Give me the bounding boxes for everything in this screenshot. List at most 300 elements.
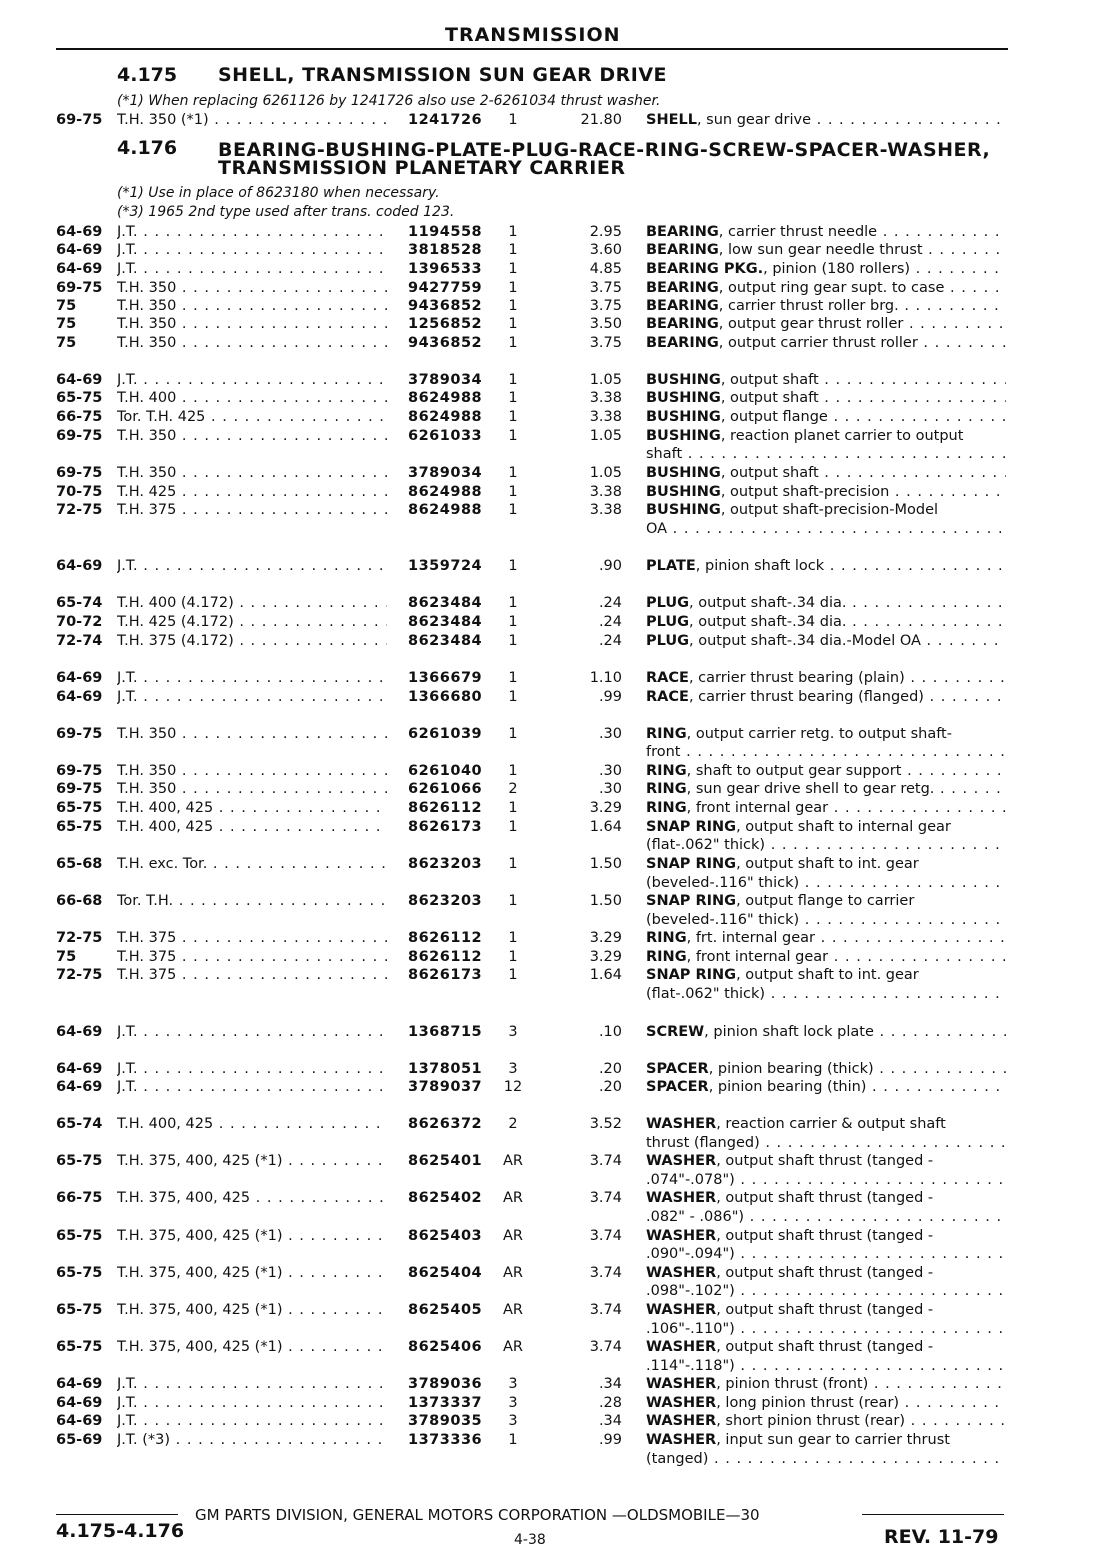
row-part-number: 1368715 xyxy=(408,1024,483,1040)
row-model: Tor. T.H. . . . xyxy=(117,893,387,909)
row-description xyxy=(646,1321,1006,1337)
row-description xyxy=(646,446,1006,462)
row-part-name: WASHER xyxy=(646,1413,717,1429)
row-part-number: 8623484 xyxy=(408,614,483,630)
row-years: 72-75 xyxy=(56,967,103,983)
row-quantity: 1 xyxy=(508,428,518,444)
row-part-number: 3818528 xyxy=(408,242,483,258)
row-price: .99 xyxy=(598,1432,622,1448)
row-price: 1.05 xyxy=(589,428,622,444)
row-description xyxy=(646,298,1006,314)
table-row xyxy=(0,1116,1105,1134)
row-description xyxy=(646,875,1006,891)
row-price: 1.64 xyxy=(589,819,622,835)
row-years: 64-69 xyxy=(56,1061,103,1077)
row-description-text: , output shaft to int. gear xyxy=(736,967,919,983)
row-quantity: 3 xyxy=(508,1024,518,1040)
table-row xyxy=(0,390,1105,408)
row-description xyxy=(646,726,1006,742)
row-description-text: , output shaft thrust (tanged - xyxy=(716,1153,934,1169)
row-part-name: RING xyxy=(646,930,687,946)
row-part-name: SNAP RING xyxy=(646,893,737,909)
row-quantity: 1 xyxy=(508,390,518,406)
table-row xyxy=(0,372,1105,390)
row-description xyxy=(646,1432,1006,1448)
table-row xyxy=(0,1135,1105,1153)
row-model: T.H. 375 . . . xyxy=(117,930,387,946)
row-part-number: 9436852 xyxy=(408,335,483,351)
table-row xyxy=(0,800,1105,818)
row-years: 64-69 xyxy=(56,242,103,258)
row-description-text: , output shaft-.34 dia. xyxy=(689,595,847,611)
row-part-number: 1359724 xyxy=(408,558,483,574)
row-part-number: 8624988 xyxy=(408,409,483,425)
row-description xyxy=(646,1265,1006,1281)
row-part-name: BUSHING xyxy=(646,484,721,500)
section-note: (*1) Use in place of 8623180 when necessary. xyxy=(117,185,440,201)
row-model: T.H. 350 . . . xyxy=(117,781,387,797)
row-part-number: 1256852 xyxy=(408,316,483,332)
row-quantity: AR xyxy=(503,1153,523,1169)
row-description xyxy=(646,1228,1006,1244)
row-description xyxy=(646,1172,1006,1188)
row-description-text: , pinion shaft lock xyxy=(695,558,825,574)
row-description xyxy=(646,986,1006,1002)
row-part-name: SNAP RING xyxy=(646,856,737,872)
row-description-text: , output carrier retg. to output shaft- xyxy=(686,726,952,742)
row-years: 65-75 xyxy=(56,1265,103,1281)
row-price: 3.38 xyxy=(589,409,622,425)
row-part-name: RING xyxy=(646,781,687,797)
row-model: T.H. 425 . . . xyxy=(117,484,387,500)
row-description-text: , reaction planet carrier to output xyxy=(720,428,964,444)
row-description xyxy=(646,280,1006,296)
row-part-name: BUSHING xyxy=(646,502,721,518)
row-description-text: , pinion shaft lock plate xyxy=(704,1024,874,1040)
row-quantity: AR xyxy=(503,1265,523,1281)
row-price: .99 xyxy=(598,689,622,705)
row-description-text: , shaft to output gear support xyxy=(686,763,902,779)
row-description xyxy=(646,335,1006,351)
row-quantity: 1 xyxy=(508,614,518,630)
row-part-name: WASHER xyxy=(646,1228,717,1244)
row-description xyxy=(646,614,1006,630)
section-title-4-176-line1: BEARING-BUSHING-PLATE-PLUG-RACE-RING-SCREW-SPACER-WASHER, xyxy=(218,139,991,161)
row-description-text: , output flange to carrier xyxy=(736,893,915,909)
row-part-name: RING xyxy=(646,763,687,779)
table-row xyxy=(0,763,1105,781)
row-part-name: BUSHING xyxy=(646,390,721,406)
row-description xyxy=(646,949,1006,965)
row-description xyxy=(646,1358,1006,1374)
row-years: 65-75 xyxy=(56,1228,103,1244)
row-price: 3.60 xyxy=(589,242,622,258)
row-price: .34 xyxy=(598,1413,622,1429)
row-years: 64-69 xyxy=(56,372,103,388)
row-description xyxy=(646,224,1006,240)
row-price: 2.95 xyxy=(589,224,622,240)
row-part-number: 8624988 xyxy=(408,484,483,500)
row-description-text: front xyxy=(646,744,681,760)
row-description-text: .082" - .086") xyxy=(646,1209,745,1225)
row-part-number: 6261033 xyxy=(408,428,483,444)
row-quantity: 2 xyxy=(508,1116,518,1132)
row-years: 72-75 xyxy=(56,502,103,518)
row-price: 1.05 xyxy=(589,465,622,481)
row-description-text: (flat-.062" thick) xyxy=(646,986,766,1002)
row-description-text: , front internal gear xyxy=(686,800,829,816)
row-years: 64-69 xyxy=(56,261,103,277)
row-years: 75 xyxy=(56,949,77,965)
row-quantity: 1 xyxy=(508,224,518,240)
table-row xyxy=(0,1283,1105,1301)
row-part-number: 9436852 xyxy=(408,298,483,314)
row-description-text: , output shaft thrust (tanged - xyxy=(716,1228,934,1244)
footer-rule-left xyxy=(56,1514,178,1515)
row-description xyxy=(646,1283,1006,1299)
table-row xyxy=(0,856,1105,874)
row-description xyxy=(646,819,1006,835)
row-description-text: , carrier thrust bearing (flanged) xyxy=(688,689,924,705)
header-rule xyxy=(56,48,1008,50)
row-quantity: AR xyxy=(503,1228,523,1244)
row-description-text: , output shaft to int. gear xyxy=(736,856,919,872)
row-part-name: BEARING xyxy=(646,242,719,258)
row-description xyxy=(646,502,1006,518)
row-part-name: SHELL xyxy=(646,112,697,128)
row-part-number: 8626372 xyxy=(408,1116,483,1132)
row-model: T.H. 375, 400, 425 . . . xyxy=(117,1190,387,1206)
row-description xyxy=(646,1153,1006,1169)
row-years: 65-75 xyxy=(56,1302,103,1318)
row-description xyxy=(646,390,1006,406)
table-row xyxy=(0,1413,1105,1431)
row-part-number: 8623203 xyxy=(408,856,483,872)
row-years: 66-75 xyxy=(56,409,103,425)
row-part-name: SNAP RING xyxy=(646,967,737,983)
row-part-name: WASHER xyxy=(646,1376,717,1392)
row-description xyxy=(646,1079,1006,1095)
row-part-name: PLATE xyxy=(646,558,696,574)
row-part-number: 3789034 xyxy=(408,372,483,388)
table-row xyxy=(0,986,1105,1004)
table-row xyxy=(0,484,1105,502)
row-part-name: SPACER xyxy=(646,1061,709,1077)
row-model: T.H. 375 . . . xyxy=(117,502,387,518)
row-years: 69-75 xyxy=(56,112,103,128)
row-part-number: 6261039 xyxy=(408,726,483,742)
row-description-text: , output shaft to internal gear xyxy=(736,819,951,835)
row-part-name: RING xyxy=(646,800,687,816)
row-model: T.H. 350 . . . xyxy=(117,763,387,779)
table-row xyxy=(0,224,1105,242)
row-price: 3.50 xyxy=(589,316,622,332)
table-row xyxy=(0,1376,1105,1394)
row-years: 66-68 xyxy=(56,893,103,909)
table-row xyxy=(0,1358,1105,1376)
row-description xyxy=(646,1339,1006,1355)
row-model: T.H. 375, 400, 425 (*1) . . . xyxy=(117,1339,387,1355)
table-row xyxy=(0,1228,1105,1246)
row-price: .20 xyxy=(598,1079,622,1095)
row-description-text: , front internal gear xyxy=(686,949,829,965)
table-row xyxy=(0,1061,1105,1079)
row-quantity: 1 xyxy=(508,112,518,128)
row-description-text: , sun gear drive shell to gear retg. xyxy=(686,781,935,797)
row-years: 69-75 xyxy=(56,280,103,296)
row-description xyxy=(646,763,1006,779)
table-row xyxy=(0,726,1105,744)
row-description xyxy=(646,558,1006,574)
footer-revision: REV. 11-79 xyxy=(884,1526,999,1548)
table-row xyxy=(0,1451,1105,1469)
row-description-text: , sun gear drive xyxy=(696,112,812,128)
table-row xyxy=(0,409,1105,427)
row-part-number: 8625406 xyxy=(408,1339,483,1355)
row-part-name: WASHER xyxy=(646,1153,717,1169)
row-part-name: BUSHING xyxy=(646,372,721,388)
row-description-text: , output shaft thrust (tanged - xyxy=(716,1302,934,1318)
row-model: T.H. 400, 425 . . . xyxy=(117,819,387,835)
page-title: TRANSMISSION xyxy=(445,24,621,46)
row-part-number: 3789034 xyxy=(408,465,483,481)
row-description xyxy=(646,409,1006,425)
row-part-number: 1396533 xyxy=(408,261,483,277)
table-row xyxy=(0,949,1105,967)
row-description xyxy=(646,242,1006,258)
row-quantity: 3 xyxy=(508,1395,518,1411)
row-part-name: BUSHING xyxy=(646,428,721,444)
row-part-number: 8625402 xyxy=(408,1190,483,1206)
row-years: 64-69 xyxy=(56,689,103,705)
row-years: 65-74 xyxy=(56,595,103,611)
row-description-text: , output shaft xyxy=(720,390,819,406)
row-price: .24 xyxy=(598,614,622,630)
row-model: T.H. 375 . . . xyxy=(117,967,387,983)
table-row xyxy=(0,1172,1105,1190)
row-description-text: (tanged) xyxy=(646,1451,709,1467)
row-part-name: RACE xyxy=(646,689,689,705)
table-row xyxy=(0,875,1105,893)
row-description-text: , output flange xyxy=(720,409,828,425)
row-model: Tor. T.H. 425 . . . xyxy=(117,409,387,425)
row-description-text: .098"-.102") xyxy=(646,1283,735,1299)
row-years: 72-74 xyxy=(56,633,103,649)
row-description xyxy=(646,856,1006,872)
section-title-4-176-line2: TRANSMISSION PLANETARY CARRIER xyxy=(218,157,626,179)
row-model: T.H. 350 . . . xyxy=(117,316,387,332)
row-price: 3.52 xyxy=(589,1116,622,1132)
row-description-text: thrust (flanged) xyxy=(646,1135,760,1151)
row-model: T.H. 350 . . . xyxy=(117,428,387,444)
row-model: T.H. 350 . . . xyxy=(117,726,387,742)
row-description xyxy=(646,484,1006,500)
row-description xyxy=(646,1302,1006,1318)
footer-rule-right xyxy=(862,1514,1004,1515)
row-model: T.H. 400 (4.172) . . . xyxy=(117,595,387,611)
row-years: 70-72 xyxy=(56,614,103,630)
table-row xyxy=(0,1302,1105,1320)
row-part-name: WASHER xyxy=(646,1190,717,1206)
row-price: 1.10 xyxy=(589,670,622,686)
row-price: 3.75 xyxy=(589,280,622,296)
row-years: 66-75 xyxy=(56,1190,103,1206)
row-price: 3.38 xyxy=(589,502,622,518)
row-description-text: , output carrier thrust roller xyxy=(718,335,918,351)
row-quantity: 1 xyxy=(508,595,518,611)
row-description-text: (beveled-.116" thick) xyxy=(646,875,800,891)
row-price: 3.75 xyxy=(589,298,622,314)
table-row xyxy=(0,316,1105,334)
row-years: 64-69 xyxy=(56,1079,103,1095)
row-description xyxy=(646,1395,1006,1411)
row-quantity: 1 xyxy=(508,670,518,686)
row-model: T.H. 350 . . . xyxy=(117,298,387,314)
row-part-number: 8625403 xyxy=(408,1228,483,1244)
row-years: 72-75 xyxy=(56,930,103,946)
table-row xyxy=(0,930,1105,948)
row-model: J.T. . . . xyxy=(117,689,387,705)
section-number-4-175: 4.175 xyxy=(117,64,178,86)
row-price: .30 xyxy=(598,726,622,742)
row-part-name: BEARING xyxy=(646,298,719,314)
row-model: T.H. 375, 400, 425 (*1) . . . xyxy=(117,1153,387,1169)
row-years: 69-75 xyxy=(56,763,103,779)
row-quantity: AR xyxy=(503,1302,523,1318)
row-years: 75 xyxy=(56,316,77,332)
row-price: .10 xyxy=(598,1024,622,1040)
row-description-text: , pinion (180 rollers) xyxy=(763,261,911,277)
table-row xyxy=(0,1339,1105,1357)
row-quantity: 3 xyxy=(508,1061,518,1077)
row-part-number: 8623203 xyxy=(408,893,483,909)
row-part-number: 8623484 xyxy=(408,633,483,649)
row-model: J.T. . . . xyxy=(117,224,387,240)
footer-publisher: GM PARTS DIVISION, GENERAL MOTORS CORPORATION —OLDSMOBILE—30 xyxy=(195,1506,760,1524)
row-years: 69-75 xyxy=(56,781,103,797)
row-price: 1.50 xyxy=(589,856,622,872)
table-row xyxy=(0,428,1105,446)
table-row xyxy=(0,298,1105,316)
row-part-number: 8625401 xyxy=(408,1153,483,1169)
row-description xyxy=(646,112,1006,128)
row-model: T.H. 375, 400, 425 (*1) . . . xyxy=(117,1302,387,1318)
table-row xyxy=(0,465,1105,483)
row-part-number: 8626112 xyxy=(408,930,483,946)
row-part-name: BUSHING xyxy=(646,409,721,425)
row-part-number: 8626112 xyxy=(408,949,483,965)
table-row xyxy=(0,1395,1105,1413)
row-part-name: RACE xyxy=(646,670,689,686)
row-description xyxy=(646,781,1006,797)
row-description-text: , carrier thrust needle xyxy=(718,224,878,240)
row-description xyxy=(646,1116,1006,1132)
row-years: 65-75 xyxy=(56,1339,103,1355)
row-years: 64-69 xyxy=(56,1413,103,1429)
row-quantity: 1 xyxy=(508,949,518,965)
row-description-text: , pinion thrust (front) xyxy=(716,1376,869,1392)
row-part-number: 8626173 xyxy=(408,967,483,983)
table-row xyxy=(0,1265,1105,1283)
row-description xyxy=(646,428,1006,444)
row-years: 75 xyxy=(56,298,77,314)
row-price: 3.74 xyxy=(589,1228,622,1244)
row-model: T.H. 375, 400, 425 (*1) . . . xyxy=(117,1228,387,1244)
row-price: 4.85 xyxy=(589,261,622,277)
row-model: T.H. 375, 400, 425 (*1) . . . xyxy=(117,1265,387,1281)
row-price: 3.38 xyxy=(589,484,622,500)
row-description-text: , short pinion thrust (rear) xyxy=(716,1413,906,1429)
row-description-text: , low sun gear needle thrust xyxy=(718,242,923,258)
row-model: J.T. . . . xyxy=(117,242,387,258)
row-years: 69-75 xyxy=(56,726,103,742)
row-quantity: 1 xyxy=(508,298,518,314)
row-quantity: 1 xyxy=(508,893,518,909)
row-quantity: 1 xyxy=(508,409,518,425)
row-years: 70-75 xyxy=(56,484,103,500)
row-part-name: RING xyxy=(646,949,687,965)
row-part-name: BEARING xyxy=(646,335,719,351)
row-model: T.H. 425 (4.172) . . . xyxy=(117,614,387,630)
row-quantity: 1 xyxy=(508,633,518,649)
row-part-name: SNAP RING xyxy=(646,819,737,835)
row-description-text: , output shaft thrust (tanged - xyxy=(716,1190,934,1206)
row-price: 3.74 xyxy=(589,1153,622,1169)
row-description-text: , output shaft-.34 dia.-Model OA xyxy=(689,633,921,649)
row-part-number: 1373337 xyxy=(408,1395,483,1411)
section-number-4-176: 4.176 xyxy=(117,137,178,159)
row-description-text: , output shaft xyxy=(720,465,819,481)
row-description-text: , output ring gear supt. to case xyxy=(718,280,945,296)
table-row xyxy=(0,446,1105,464)
row-years: 64-69 xyxy=(56,558,103,574)
row-description xyxy=(646,316,1006,332)
table-row xyxy=(0,967,1105,985)
row-model: J.T. . . . xyxy=(117,1061,387,1077)
row-part-name: PLUG xyxy=(646,633,690,649)
row-description-text: , output shaft-precision-Model xyxy=(720,502,939,518)
row-model: T.H. exc. Tor. . . . xyxy=(117,856,387,872)
row-description-text: , output shaft-precision xyxy=(720,484,890,500)
row-quantity: 1 xyxy=(508,689,518,705)
row-description xyxy=(646,261,1006,277)
row-years: 64-69 xyxy=(56,224,103,240)
row-quantity: 1 xyxy=(508,763,518,779)
row-part-number: 1373336 xyxy=(408,1432,483,1448)
row-description-text: , output shaft xyxy=(720,372,819,388)
row-part-number: 8625404 xyxy=(408,1265,483,1281)
row-description-text: shaft xyxy=(646,446,683,462)
row-price: 1.05 xyxy=(589,372,622,388)
row-years: 75 xyxy=(56,335,77,351)
row-description-text: , carrier thrust roller brg. xyxy=(718,298,899,314)
row-description-text: , carrier thrust bearing (plain) xyxy=(688,670,905,686)
table-row xyxy=(0,670,1105,688)
row-price: 3.75 xyxy=(589,335,622,351)
row-part-name: BUSHING xyxy=(646,465,721,481)
row-description xyxy=(646,465,1006,481)
row-part-name: PLUG xyxy=(646,614,690,630)
row-price: 21.80 xyxy=(580,112,622,128)
row-price: .24 xyxy=(598,633,622,649)
row-part-number: 1241726 xyxy=(408,112,483,128)
table-row xyxy=(0,1153,1105,1171)
row-model: J.T. . . . xyxy=(117,372,387,388)
row-price: 3.74 xyxy=(589,1265,622,1281)
row-model: T.H. 400, 425 . . . xyxy=(117,1116,387,1132)
row-quantity: 1 xyxy=(508,316,518,332)
row-model: J.T. . . . xyxy=(117,1079,387,1095)
